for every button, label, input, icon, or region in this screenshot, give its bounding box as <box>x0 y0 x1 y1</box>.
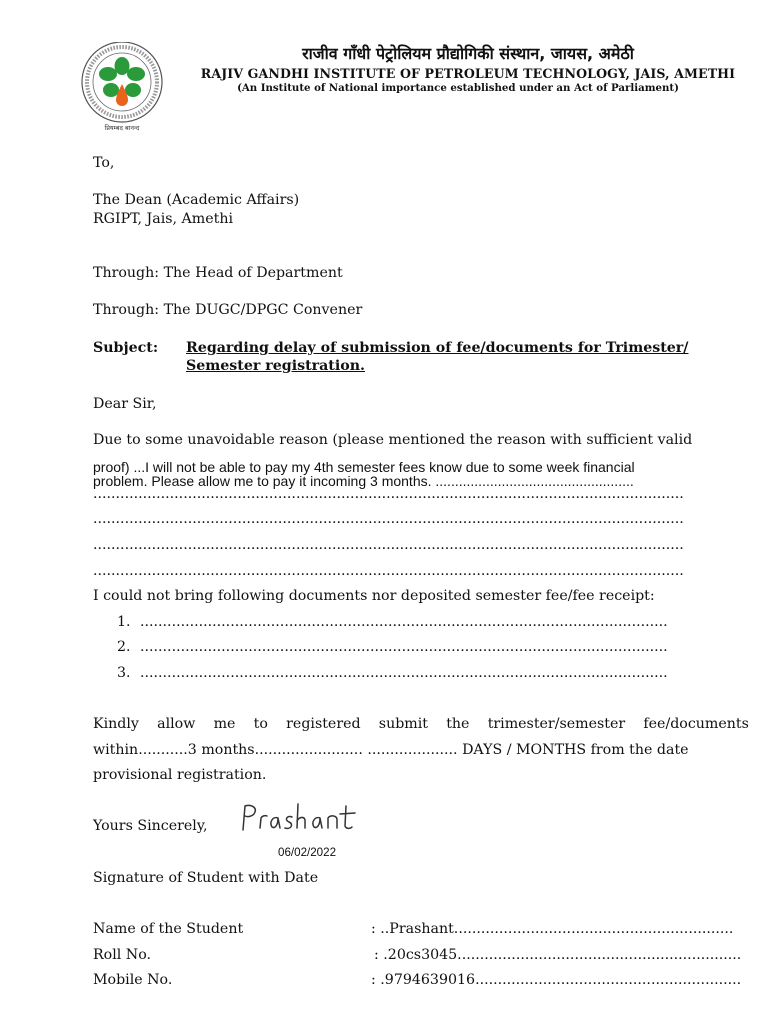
doc-item-blank: ..................................................................................................................... <box>140 614 668 630</box>
request-word: submit <box>378 716 428 732</box>
dotted-line: ................................................................................................................................... <box>93 486 684 502</box>
request-within: within...........3 months........................ .................... <box>93 742 458 758</box>
field-label-roll: Roll No. <box>93 947 152 963</box>
documents-intro: I could not bring following documents nor deposited semester fee/fee receipt: <box>93 588 655 604</box>
signature-label: Signature of Student with Date <box>93 870 319 886</box>
doc-item-number: 2. <box>117 639 131 655</box>
request-days-months: DAYS / MONTHS <box>462 742 587 758</box>
salutation: Dear Sir, <box>93 396 157 412</box>
doc-item-blank: ..................................................................................................................... <box>140 639 668 655</box>
request-word: Kindly <box>93 716 139 732</box>
request-word: trimester/semester <box>487 716 626 732</box>
request-word: allow <box>157 716 196 732</box>
doc-item-number: 3. <box>117 665 131 681</box>
reason-intro: Due to some unavoidable reason (please mentioned the reason with sufficient valid <box>93 432 693 448</box>
subject-label: Subject: <box>93 340 159 356</box>
field-value-text: : ..Prashant.............................................................. <box>371 921 734 937</box>
institute-logo <box>76 42 168 134</box>
institute-name-english: RAJIV GANDHI INSTITUTE OF PETROLEUM TECHNOLOGY, JAIS, AMETHI <box>200 66 736 81</box>
dotted-line: ................................................................................................................................... <box>93 511 684 527</box>
to-line: To, <box>93 155 115 171</box>
request-word: registered <box>286 716 361 732</box>
dotted-line: ................................................................................................................................... <box>93 563 684 579</box>
through-convener: Through: The DUGC/DPGC Convener <box>93 302 363 318</box>
request-line-2 <box>93 742 689 758</box>
request-line-1 <box>93 716 749 732</box>
reason-handwritten-line-2: problem. Please allow me to pay it incoming 3 months. ................................................... <box>93 473 634 489</box>
institute-name-hindi: राजीव गाँधी पेट्रोलियम प्रौद्योगिकी संस्थान, जायस, अमेठी <box>302 44 634 63</box>
request-word: the <box>446 716 470 732</box>
field-value-name <box>371 921 766 937</box>
request-word: fee/documents <box>643 716 749 732</box>
field-value-text: : .9794639016........................................................... <box>371 972 742 988</box>
dotted-line: ................................................................................................................................... <box>93 537 684 553</box>
field-label-mobile: Mobile No. <box>93 972 173 988</box>
recipient-line-1: The Dean (Academic Affairs) <box>93 192 300 208</box>
recipient-line-2: RGIPT, Jais, Amethi <box>93 211 234 227</box>
request-line-3: provisional registration. <box>93 767 267 783</box>
institute-subtitle: (An Institute of National importance established under an Act of Parliament) <box>237 82 679 94</box>
field-value-mobile <box>371 972 766 988</box>
field-value-roll <box>374 947 766 963</box>
field-value-text: : .20cs3045............................................................... <box>374 947 742 963</box>
request-word: to <box>253 716 268 732</box>
signature-date: 06/02/2022 <box>278 846 337 859</box>
request-from-date: from the date <box>590 742 689 758</box>
doc-item-blank: ..................................................................................................................... <box>140 665 668 681</box>
doc-item-number: 1. <box>117 614 131 630</box>
closing: Yours Sincerely, <box>93 818 208 834</box>
request-word: me <box>213 716 236 732</box>
svg-text:प्रियम्बद बानन्द: प्रियम्बद बानन्द <box>104 124 140 132</box>
field-label-name: Name of the Student <box>93 921 244 937</box>
subject-line-2: Semester registration. <box>186 358 365 374</box>
handwritten-signature <box>238 800 362 836</box>
through-hod: Through: The Head of Department <box>93 265 343 281</box>
subject-line-1: Regarding delay of submission of fee/documents for Trimester/ <box>186 340 689 356</box>
reason-handwritten-line-1: proof) ...I will not be able to pay my 4th semester fees know due to some week financial <box>93 459 635 475</box>
